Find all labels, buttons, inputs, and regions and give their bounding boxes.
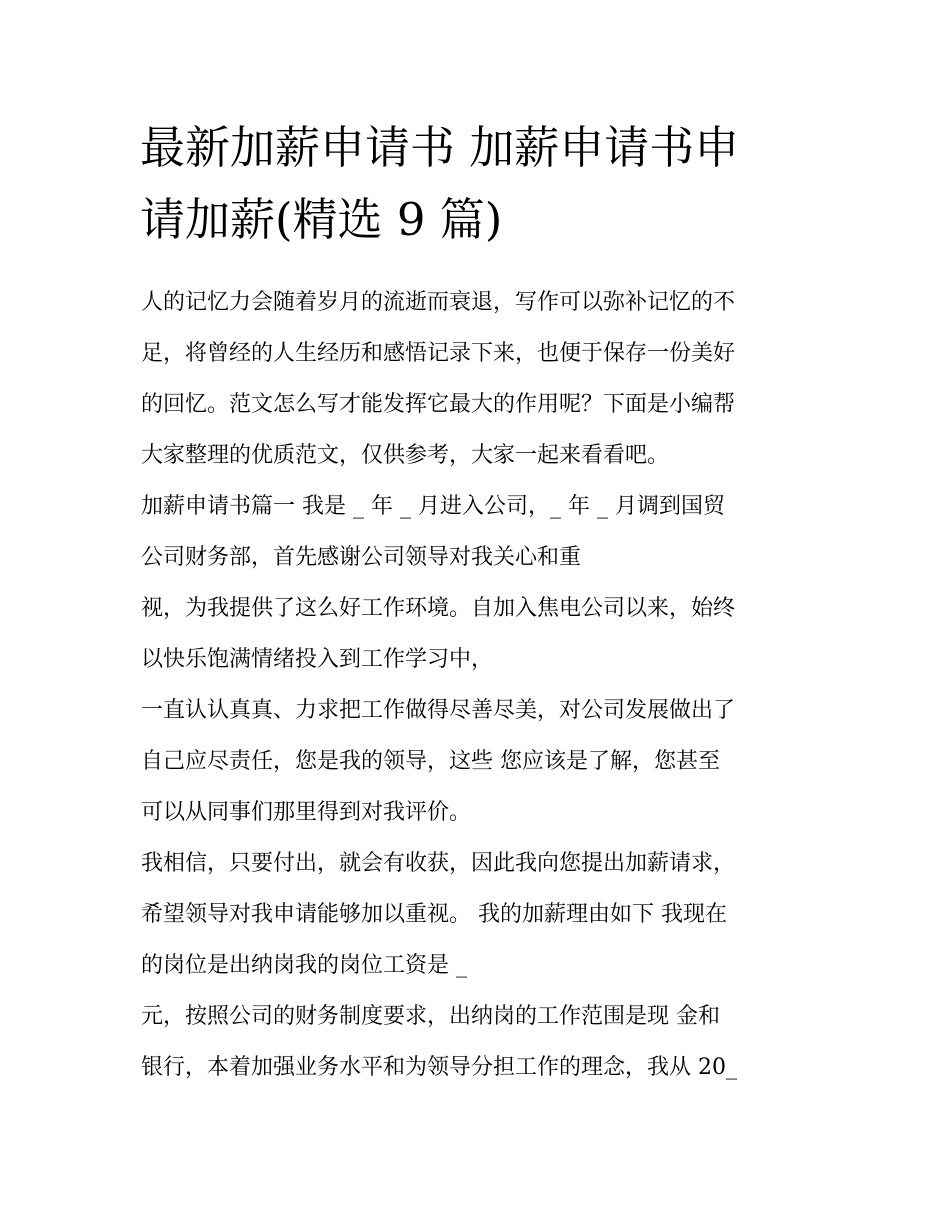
body-line-text: 以快乐饱满情绪投入到工作学习中， <box>141 647 494 672</box>
body-line <box>141 787 821 838</box>
body-line <box>141 991 821 1042</box>
body-line <box>141 379 821 430</box>
body-line <box>141 583 821 634</box>
title-line: 请加薪(精选 9 篇) <box>140 193 503 246</box>
body-line <box>141 838 821 889</box>
body-line-text: 大家整理的优质范文，仅供参考，大家一起来看看吧。 <box>141 443 670 468</box>
body-line-text: 视，为我提供了这么好工作环境。自加入焦电公司以来，始终 <box>141 596 736 621</box>
body-line <box>141 736 821 787</box>
body-line-text: 元，按照公司的财务制度要求，出纳岗的工作范围是现 金和 <box>141 1004 720 1029</box>
document-title <box>140 112 820 256</box>
body-line-text: 我相信，只要付出，就会有收获，因此我向您提出加薪请求， <box>141 851 736 876</box>
body-line-text: 希望领导对我申请能够加以重视。 我的加薪理由如下 我现在 <box>141 902 727 927</box>
body-line <box>141 277 821 328</box>
body-line <box>141 430 821 481</box>
body-line-text: 足，将曾经的人生经历和感悟记录下来，也便于保存一份美好 <box>141 341 736 366</box>
body-line-text: 加薪申请书篇一 我是 _ 年 _ 月进入公司，_ 年 _ 月调到国贸 <box>141 494 725 519</box>
body-line <box>141 940 821 991</box>
body-line-text: 银行，本着加强业务水平和为领导分担工作的理念，我从 20_ <box>141 1055 737 1080</box>
title-line: 最新加薪申请书 加薪申请书申 <box>140 121 740 174</box>
body-line <box>141 532 821 583</box>
body-line-text: 可以从同事们那里得到对我评价。 <box>141 800 472 825</box>
body-line-text: 人的记忆力会随着岁月的流逝而衰退，写作可以弥补记忆的不 <box>141 290 736 315</box>
body-line-text: 的回忆。范文怎么写才能发挥它最大的作用呢？下面是小编帮 <box>141 392 736 417</box>
body-line-text: 一直认认真真、力求把工作做得尽善尽美，对公司发展做出了 <box>141 698 736 723</box>
body-line-text: 自己应尽责任，您是我的领导，这些 您应该是了解，您甚至 <box>141 749 720 774</box>
body-line <box>141 889 821 940</box>
body-line-text: 公司财务部，首先感谢公司领导对我关心和重 <box>141 545 582 570</box>
body-line <box>141 328 821 379</box>
body-line-text: 的岗位是出纳岗我的岗位工资是 _ <box>141 953 467 978</box>
body-line <box>141 685 821 736</box>
document-body <box>141 277 821 1093</box>
body-line <box>141 1042 821 1093</box>
body-line <box>141 634 821 685</box>
body-line <box>141 481 821 532</box>
